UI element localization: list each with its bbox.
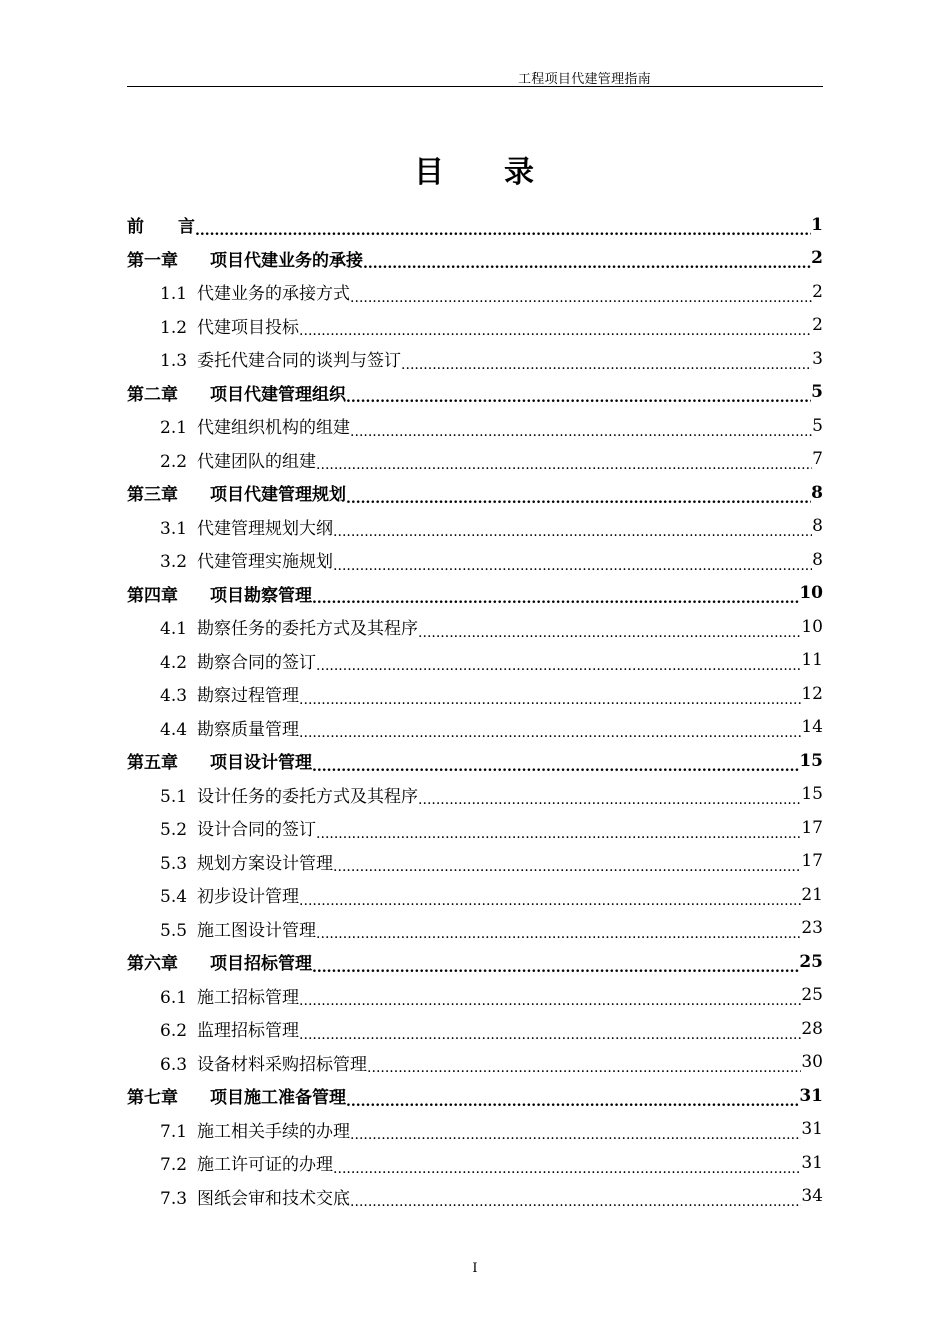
toc-dot-leader [350,1194,801,1206]
toc-dot-leader [350,1127,801,1139]
toc-entry-number: 1.1 [160,284,188,305]
toc-entry-title: 项目代建管理规划 [210,485,346,506]
toc-entry-title: 代建项目投标 [197,317,300,338]
toc-dot-leader [299,692,801,704]
toc-dot-leader [346,390,811,402]
toc-entry-number: 3.1 [160,518,188,539]
toc-entry-page: 8 [812,516,823,537]
toc-dot-leader [346,491,811,503]
toc-entry-page: 10 [799,583,823,604]
toc-dot-leader [350,424,812,436]
toc-section-entry[interactable] [127,443,823,477]
toc-section-entry[interactable] [127,1146,823,1180]
toc-entry-number: 2.1 [160,418,188,439]
toc-entry-number: 1.2 [160,317,188,338]
toc-section-entry[interactable] [127,811,823,845]
toc-entry-label [127,748,312,773]
toc-entry-page: 5 [812,415,823,436]
toc-chapter-entry[interactable] [127,577,823,611]
toc-entry-page: 23 [801,918,823,939]
toc-entry-page: 21 [801,884,823,905]
toc-entry-title: 图纸会审和技术交底 [197,1188,351,1209]
toc-entry-number: 第五章 [127,753,178,774]
toc-entry-page: 31 [799,1085,823,1106]
toc-entry-page: 2 [811,248,823,269]
toc-dot-leader [312,591,799,603]
toc-dot-leader [316,658,801,670]
page-number: I [472,1261,478,1276]
toc-entry-label [127,380,346,405]
toc-entry-title: 勘察任务的委托方式及其程序 [197,619,419,640]
toc-entry-page: 30 [801,1052,823,1073]
toc-entry-number: 4.1 [160,619,188,640]
toc-section-entry[interactable] [127,275,823,309]
toc-dot-leader [418,792,801,804]
toc-entry-page: 31 [801,1119,823,1140]
toc-entry-number: 6.2 [160,1021,188,1042]
toc-entry-page: 2 [812,281,823,302]
toc-entry-title: 项目施工准备管理 [210,1088,346,1109]
toc-entry-label [160,815,316,840]
toc-entry-label [127,212,195,237]
toc-entry-page: 25 [799,951,823,972]
toc-entry-title: 规划方案设计管理 [197,853,334,874]
toc-chapter-entry[interactable] [127,945,823,979]
toc-section-entry[interactable] [127,342,823,376]
toc-entry-title: 设备材料采购招标管理 [197,1054,368,1075]
toc-title-char-1: 目 [414,155,446,190]
toc-entry-label [160,313,299,338]
toc-section-entry[interactable] [127,677,823,711]
toc-entry-label [127,246,363,271]
toc-dot-leader [367,1060,801,1072]
toc-entry-label [160,447,316,472]
toc-section-entry[interactable] [127,644,823,678]
toc-entry-page: 11 [801,650,823,671]
toc-entry-label [160,346,401,371]
toc-chapter-entry[interactable] [127,208,823,242]
toc-section-entry[interactable] [127,1046,823,1080]
toc-dot-leader [316,457,812,469]
toc-section-entry[interactable] [127,778,823,812]
toc-entry-title: 勘察过程管理 [197,686,300,707]
toc-entry-title: 施工图设计管理 [197,920,317,941]
toc-entry-title: 项目招标管理 [210,954,312,975]
toc-entry-label [160,849,333,874]
toc-entry-label [160,715,299,740]
toc-entry-page: 34 [801,1186,823,1207]
toc-entry-number: 5.4 [160,887,188,908]
toc-dot-leader [333,524,812,536]
toc-entry-title: 项目代建管理组织 [210,384,346,405]
toc-entry-label [160,1150,333,1175]
toc-entry-title: 设计合同的签订 [197,820,317,841]
toc-section-entry[interactable] [127,878,823,912]
toc-dot-leader [333,1161,801,1173]
toc-entry-number: 4.4 [160,719,188,740]
toc-entry-label [127,949,312,974]
toc-entry-number: 第三章 [127,485,178,506]
toc-section-entry[interactable] [127,1180,823,1214]
toc-section-entry[interactable] [127,409,823,443]
toc-dot-leader [333,859,801,871]
toc-dot-leader [316,926,801,938]
toc-entry-label [160,413,350,438]
toc-entry-label [160,1050,367,1075]
toc-entry-title: 代建组织机构的组建 [197,418,351,439]
toc-dot-leader [312,960,799,972]
toc-entry-title: 代建管理实施规划 [197,552,334,573]
toc-entry-label [127,480,346,505]
header-rule [127,86,823,87]
toc-section-entry[interactable] [127,711,823,745]
toc-entry-number: 7.1 [160,1121,188,1142]
toc-dot-leader [299,1027,801,1039]
toc-dot-leader [333,558,812,570]
toc-dot-leader [299,323,812,335]
toc-entry-label [160,648,316,673]
toc-entry-number: 第一章 [127,250,178,271]
toc-entry-title: 代建管理规划大纲 [197,518,334,539]
toc-entry-label [160,614,418,639]
toc-section-entry[interactable] [127,309,823,343]
toc-entry-page: 1 [811,214,823,235]
toc-dot-leader [299,893,801,905]
toc-entry-number: 第四章 [127,585,178,606]
toc-entry-label [127,581,312,606]
toc-entry-label [127,1083,346,1108]
toc-entry-label [160,547,333,572]
toc-entry-page: 17 [801,817,823,838]
toc-entry-number: 第二章 [127,384,178,405]
toc-entry-page: 5 [811,382,823,403]
toc-section-entry[interactable] [127,845,823,879]
toc-entry-title: 项目设计管理 [210,753,312,774]
toc-dot-leader [346,1094,799,1106]
toc-entry-page: 14 [801,717,823,738]
toc-entry-label [160,514,333,539]
toc-entry-label [160,279,350,304]
toc-entry-title: 监理招标管理 [197,1021,300,1042]
toc-dot-leader [312,759,799,771]
toc-entry-number: 1.3 [160,351,188,372]
toc-entry-number: 3.2 [160,552,188,573]
toc-dot-leader [316,826,801,838]
toc-entry-title: 项目代建业务的承接 [210,250,363,271]
toc-entry-number: 第七章 [127,1088,178,1109]
toc-chapter-entry[interactable] [127,744,823,778]
toc-entry-number: 5.3 [160,853,188,874]
toc-title-char-2: 录 [504,155,536,190]
toc-entry-page: 31 [801,1152,823,1173]
toc-entry-title: 施工招标管理 [197,987,300,1008]
toc-entry-number: 4.3 [160,686,188,707]
toc-entry-label [160,782,418,807]
toc-entry-number: 2.2 [160,451,188,472]
toc-entry-title: 委托代建合同的谈判与签订 [197,351,402,372]
toc-title [0,147,950,191]
running-header: 工程项目代建管理指南 [518,72,652,87]
toc-entry-page: 2 [812,315,823,336]
toc-entry-title: 初步设计管理 [197,887,300,908]
toc-section-entry[interactable] [127,912,823,946]
toc-chapter-entry[interactable] [127,1079,823,1113]
toc-section-entry[interactable] [127,1113,823,1147]
toc-entry-title: 代建业务的承接方式 [197,284,351,305]
toc-dot-leader [299,993,801,1005]
toc-section-entry[interactable] [127,510,823,544]
toc-entry-label [160,1184,350,1209]
table-of-contents [127,208,823,1213]
toc-entry-label [160,983,299,1008]
toc-dot-leader [401,357,812,369]
toc-entry-label [160,882,299,907]
toc-entry-number: 7.2 [160,1155,188,1176]
toc-entry-label [160,1117,350,1142]
toc-entry-page: 28 [801,1018,823,1039]
toc-entry-number: 5.1 [160,786,188,807]
toc-entry-number: 6.1 [160,987,188,1008]
toc-entry-number: 第六章 [127,954,178,975]
toc-entry-number: 4.2 [160,652,188,673]
toc-entry-page: 25 [801,985,823,1006]
toc-entry-title: 前 言 [127,217,195,238]
toc-entry-title: 项目勘察管理 [210,585,312,606]
toc-entry-page: 15 [801,784,823,805]
toc-dot-leader [363,256,811,268]
toc-entry-title: 勘察合同的签订 [197,652,317,673]
toc-section-entry[interactable] [127,610,823,644]
toc-section-entry[interactable] [127,979,823,1013]
toc-entry-title: 设计任务的委托方式及其程序 [197,786,419,807]
toc-entry-page: 8 [811,482,823,503]
toc-section-entry[interactable] [127,1012,823,1046]
toc-entry-title: 施工许可证的办理 [197,1155,334,1176]
toc-dot-leader [350,290,812,302]
toc-entry-title: 勘察质量管理 [197,719,300,740]
toc-entry-label [160,681,299,706]
toc-entry-page: 7 [812,449,823,470]
toc-entry-page: 10 [801,616,823,637]
toc-dot-leader [418,625,801,637]
toc-entry-page: 3 [812,348,823,369]
toc-entry-number: 5.5 [160,920,188,941]
toc-chapter-entry[interactable] [127,376,823,410]
toc-entry-page: 12 [801,683,823,704]
toc-section-entry[interactable] [127,543,823,577]
toc-entry-title: 施工相关手续的办理 [197,1121,351,1142]
toc-dot-leader [195,223,811,235]
toc-entry-number: 5.2 [160,820,188,841]
toc-entry-page: 8 [812,549,823,570]
toc-entry-page: 17 [801,851,823,872]
toc-entry-label [160,916,316,941]
toc-chapter-entry[interactable] [127,242,823,276]
toc-entry-title: 代建团队的组建 [197,451,317,472]
toc-entry-number: 6.3 [160,1054,188,1075]
toc-entry-page: 15 [799,750,823,771]
toc-entry-label [160,1016,299,1041]
toc-dot-leader [299,725,801,737]
toc-entry-number: 7.3 [160,1188,188,1209]
toc-chapter-entry[interactable] [127,476,823,510]
